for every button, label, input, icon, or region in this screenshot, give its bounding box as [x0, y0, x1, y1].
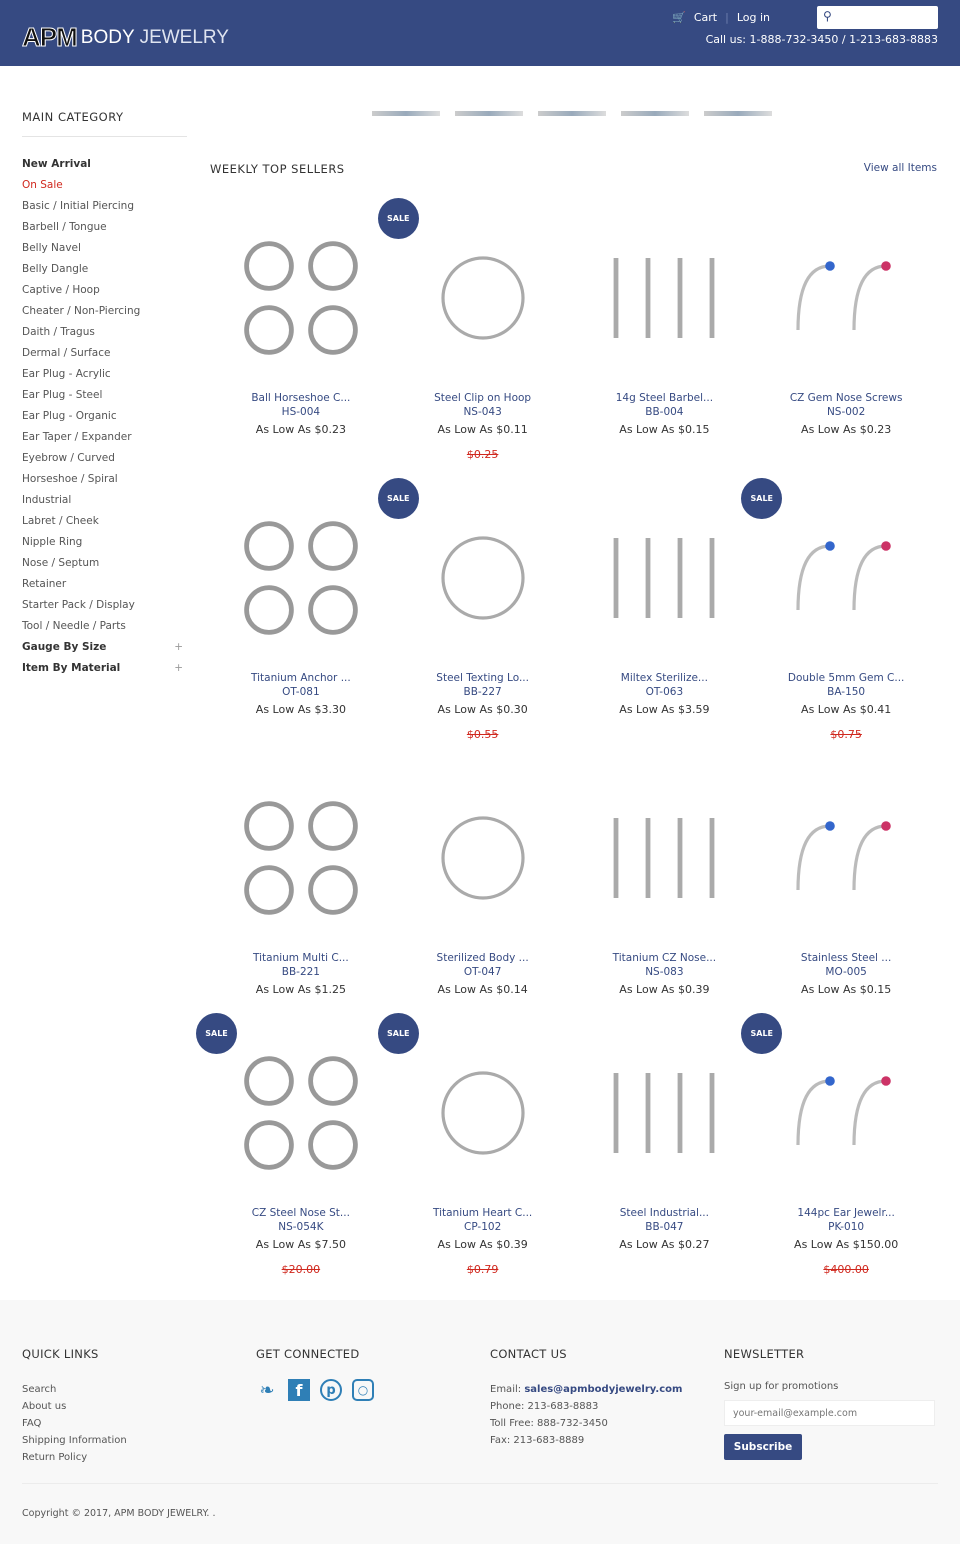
expand-icon[interactable]: +: [174, 641, 183, 653]
sidebar-item-label: Ear Plug - Organic: [22, 410, 117, 422]
product-image[interactable]: [582, 1025, 748, 1200]
product-card[interactable]: [574, 210, 756, 462]
product-card[interactable]: [750, 1025, 937, 1277]
sidebar-item-label: Cheater / Non-Piercing: [22, 305, 141, 317]
product-price: As Low As $0.14: [437, 983, 528, 996]
product-image[interactable]: [582, 770, 748, 945]
logo-text: BODY JEWELRY: [80, 26, 229, 48]
subscribe-button[interactable]: Subscribe: [724, 1434, 802, 1460]
sidebar-item-label: On Sale: [22, 179, 63, 191]
product-code: BB-227: [463, 686, 502, 698]
contact-phone: Phone: 213-683-8883: [490, 1401, 599, 1412]
product-name[interactable]: Double 5mm Gem C...: [787, 672, 905, 684]
main-content: [205, 162, 937, 1305]
product-price: As Low As $0.39: [619, 983, 710, 996]
sidebar-item-label: Nipple Ring: [22, 536, 83, 548]
product-image[interactable]: [763, 770, 929, 945]
product-price: As Low As $0.15: [619, 423, 710, 436]
product-code: PK-010: [828, 1221, 865, 1233]
contact-toll-free: Toll Free: 888-732-3450: [490, 1418, 608, 1429]
sidebar-item[interactable]: [22, 514, 187, 535]
site-logo[interactable]: [22, 22, 229, 53]
divider: |: [725, 11, 729, 24]
cart-icon[interactable]: 🛒: [672, 11, 686, 24]
sidebar-item[interactable]: [22, 367, 187, 388]
product-price: As Low As $1.25: [255, 983, 346, 996]
expand-icon[interactable]: +: [174, 662, 183, 674]
pinterest-icon[interactable]: p: [320, 1379, 342, 1401]
sidebar-item-label: Captive / Hoop: [22, 284, 100, 296]
sale-badge: SALE: [378, 1013, 419, 1054]
newsletter-title: NEWSLETTER: [724, 1347, 805, 1361]
sidebar-item-label: Belly Dangle: [22, 263, 89, 275]
logo-mark: APM: [22, 22, 77, 52]
original-price: $20.00: [281, 1263, 321, 1276]
sidebar-item[interactable]: [22, 241, 187, 262]
sidebar-item-label: Daith / Tragus: [22, 326, 95, 338]
product-name[interactable]: 144pc Ear Jewelr...: [797, 1207, 895, 1219]
footer-divider: [22, 1483, 938, 1484]
newsletter: [724, 1347, 935, 1460]
facebook-icon[interactable]: f: [288, 1379, 310, 1401]
product-name[interactable]: Titanium Heart C...: [432, 1207, 533, 1219]
product-name[interactable]: Ball Horseshoe C...: [251, 392, 351, 404]
sidebar-item-label: Starter Pack / Display: [22, 599, 135, 611]
section-header: [210, 162, 937, 176]
original-price: $0.25: [466, 448, 499, 461]
sidebar-item-label: Gauge By Size: [22, 641, 107, 653]
product-image[interactable]: [763, 1025, 929, 1200]
sidebar-item[interactable]: [22, 598, 187, 619]
product-code: NS-043: [463, 406, 502, 418]
contact-title: CONTACT US: [490, 1347, 567, 1361]
sidebar-item[interactable]: [22, 556, 187, 577]
product-price: As Low As $3.30: [255, 703, 346, 716]
sidebar-title: MAIN CATEGORY: [22, 110, 187, 137]
product-card[interactable]: [205, 1025, 392, 1277]
product-image[interactable]: [218, 770, 384, 945]
product-name[interactable]: 14g Steel Barbel...: [615, 392, 714, 404]
product-image[interactable]: [400, 770, 566, 945]
product-price: As Low As $0.15: [801, 983, 892, 996]
search-input[interactable]: [817, 6, 938, 29]
product-name[interactable]: Titanium Anchor ...: [251, 672, 351, 684]
get-connected: [256, 1347, 374, 1401]
sidebar-item-label: Belly Navel: [22, 242, 81, 254]
quick-link[interactable]: Return Policy: [22, 1452, 88, 1463]
product-image[interactable]: [400, 490, 566, 665]
sidebar-item[interactable]: [22, 493, 187, 514]
sale-badge: SALE: [378, 478, 419, 519]
site-footer: [0, 1300, 960, 1544]
product-card[interactable]: [755, 770, 937, 997]
instagram-icon[interactable]: ○: [352, 1379, 374, 1401]
contact-email: Email: sales@apmbodyjewelry.com: [490, 1384, 683, 1395]
product-price: As Low As $3.59: [619, 703, 710, 716]
product-price: As Low As $0.11: [437, 423, 528, 436]
sidebar-item[interactable]: [22, 661, 187, 682]
sidebar-item[interactable]: [22, 535, 187, 556]
sidebar-item-label: Ear Plug - Acrylic: [22, 368, 111, 380]
product-card[interactable]: [574, 1025, 756, 1277]
sidebar-item[interactable]: [22, 472, 187, 493]
quick-links-title: QUICK LINKS: [22, 1347, 99, 1361]
sidebar-item[interactable]: [22, 157, 187, 178]
banner-carousel[interactable]: [372, 111, 772, 116]
product-code: BB-047: [645, 1221, 684, 1233]
original-price: $0.55: [466, 728, 499, 741]
sidebar-item-label: Item By Material: [22, 662, 121, 674]
product-image[interactable]: [582, 210, 748, 385]
product-code: NS-083: [645, 966, 684, 978]
product-code: MO-005: [825, 966, 867, 978]
product-image[interactable]: [218, 210, 384, 385]
sidebar-item-label: Labret / Cheek: [22, 515, 99, 527]
sidebar-item-label: Horseshoe / Spiral: [22, 473, 118, 485]
original-price: $400.00: [823, 1263, 869, 1276]
sale-badge: SALE: [378, 198, 419, 239]
sidebar-item[interactable]: [22, 430, 187, 451]
product-name[interactable]: Steel Texting Lo...: [436, 672, 529, 684]
login-link[interactable]: Log in: [736, 11, 770, 24]
twitter-icon[interactable]: ❧: [259, 1379, 275, 1401]
sidebar-item[interactable]: [22, 283, 187, 304]
product-image[interactable]: [763, 210, 929, 385]
sidebar-item[interactable]: [22, 325, 187, 346]
product-name[interactable]: Titanium Multi C...: [253, 952, 349, 964]
sidebar-item[interactable]: [22, 619, 187, 640]
product-card[interactable]: [210, 210, 392, 462]
product-image[interactable]: [582, 490, 748, 665]
product-card[interactable]: [210, 770, 392, 997]
sale-badge: SALE: [196, 1013, 237, 1054]
product-name[interactable]: CZ Steel Nose St...: [251, 1207, 350, 1219]
sidebar-item[interactable]: [22, 346, 187, 367]
email-link[interactable]: sales@apmbodyjewelry.com: [524, 1384, 683, 1395]
product-name[interactable]: CZ Gem Nose Screws: [789, 392, 903, 404]
sidebar-item-label: Tool / Needle / Parts: [22, 620, 126, 632]
sidebar-item-label: Barbell / Tongue: [22, 221, 107, 233]
get-connected-title: GET CONNECTED: [256, 1347, 360, 1361]
product-card[interactable]: [386, 210, 574, 462]
product-card[interactable]: [386, 1025, 574, 1277]
sidebar-item[interactable]: [22, 199, 187, 220]
quick-link[interactable]: Search: [22, 1384, 57, 1395]
sidebar-item-label: Nose / Septum: [22, 557, 100, 569]
product-card[interactable]: [386, 490, 574, 742]
product-code: OT-047: [463, 966, 502, 978]
product-card[interactable]: [392, 770, 574, 997]
original-price: $0.75: [830, 728, 862, 741]
sidebar-item-label: Ear Plug - Steel: [22, 389, 103, 401]
product-price: As Low As $7.50: [255, 1238, 346, 1251]
product-image[interactable]: [218, 1025, 384, 1200]
sidebar-item[interactable]: [22, 409, 187, 430]
sidebar-item[interactable]: [22, 178, 187, 199]
header-links: [672, 11, 770, 24]
product-image[interactable]: [763, 490, 929, 665]
newsletter-text: Sign up for promotions: [724, 1381, 839, 1392]
product-name[interactable]: Steel Industrial...: [619, 1207, 709, 1219]
view-all-link[interactable]: View all Items: [863, 162, 937, 174]
sidebar-item-label: Industrial: [22, 494, 72, 506]
sidebar-item-label: Retainer: [22, 578, 67, 590]
category-list: [22, 157, 187, 682]
product-code: NS-054K: [278, 1221, 324, 1233]
sidebar-item[interactable]: [22, 304, 187, 325]
product-name[interactable]: Steel Clip on Hoop: [434, 392, 532, 404]
sidebar-item[interactable]: [22, 388, 187, 409]
product-image[interactable]: [400, 1025, 566, 1200]
cart-link[interactable]: Cart: [693, 11, 718, 24]
sidebar-item-label: New Arrival: [22, 158, 91, 170]
sale-badge: SALE: [741, 478, 782, 519]
section-title: WEEKLY TOP SELLERS: [210, 162, 345, 176]
quick-link[interactable]: Shipping Information: [22, 1435, 127, 1446]
copyright: Copyright © 2017, APM BODY JEWELRY. .: [22, 1508, 216, 1519]
product-name[interactable]: Sterilized Body ...: [436, 952, 529, 964]
contact-us: [490, 1347, 682, 1449]
contact-fax: Fax: 213-683-8889: [490, 1435, 585, 1446]
product-image[interactable]: [218, 490, 384, 665]
search-icon[interactable]: ⚲: [823, 9, 832, 23]
sidebar-item-label: Ear Taper / Expander: [22, 431, 132, 443]
product-card[interactable]: [755, 210, 937, 462]
sidebar-item-label: Eyebrow / Curved: [22, 452, 115, 464]
sidebar-item[interactable]: [22, 577, 187, 598]
site-header: [0, 0, 960, 66]
product-price: As Low As $0.30: [437, 703, 528, 716]
product-card[interactable]: [210, 490, 392, 742]
product-code: HS-004: [281, 406, 321, 418]
product-grid: [205, 210, 937, 1305]
product-card[interactable]: [750, 490, 937, 742]
product-image[interactable]: [400, 210, 566, 385]
sidebar-item[interactable]: [22, 451, 187, 472]
newsletter-email-input[interactable]: [724, 1400, 935, 1426]
product-code: CP-102: [463, 1221, 502, 1233]
sidebar: [22, 110, 187, 682]
quick-link[interactable]: FAQ: [22, 1418, 42, 1429]
product-code: OT-063: [645, 686, 684, 698]
quick-link[interactable]: About us: [22, 1401, 67, 1412]
sidebar-item[interactable]: [22, 640, 187, 661]
product-name[interactable]: Stainless Steel ...: [800, 952, 892, 964]
quick-links: [22, 1347, 127, 1466]
product-card[interactable]: [574, 490, 756, 742]
product-price: As Low As $0.41: [801, 703, 892, 716]
product-name[interactable]: Miltex Sterilize...: [620, 672, 708, 684]
product-price: As Low As $0.23: [255, 423, 346, 436]
product-price: As Low As $0.39: [437, 1238, 528, 1251]
sidebar-item-label: Basic / Initial Piercing: [22, 200, 134, 212]
product-card[interactable]: [574, 770, 756, 997]
product-name[interactable]: Titanium CZ Nose...: [612, 952, 717, 964]
product-price: As Low As $150.00: [794, 1238, 899, 1251]
product-code: BB-221: [281, 966, 320, 978]
product-code: OT-081: [282, 686, 320, 698]
product-code: NS-002: [826, 406, 866, 418]
product-price: As Low As $0.23: [801, 423, 892, 436]
product-code: BB-004: [645, 406, 684, 418]
sidebar-item[interactable]: [22, 220, 187, 241]
product-code: BA-150: [827, 686, 866, 698]
call-us-text: Call us: 1-888-732-3450 / 1-213-683-8883: [705, 33, 938, 46]
original-price: $0.79: [466, 1263, 499, 1276]
sale-badge: SALE: [741, 1013, 782, 1054]
sidebar-item[interactable]: [22, 262, 187, 283]
product-price: As Low As $0.27: [619, 1238, 710, 1251]
sidebar-item-label: Dermal / Surface: [22, 347, 111, 359]
